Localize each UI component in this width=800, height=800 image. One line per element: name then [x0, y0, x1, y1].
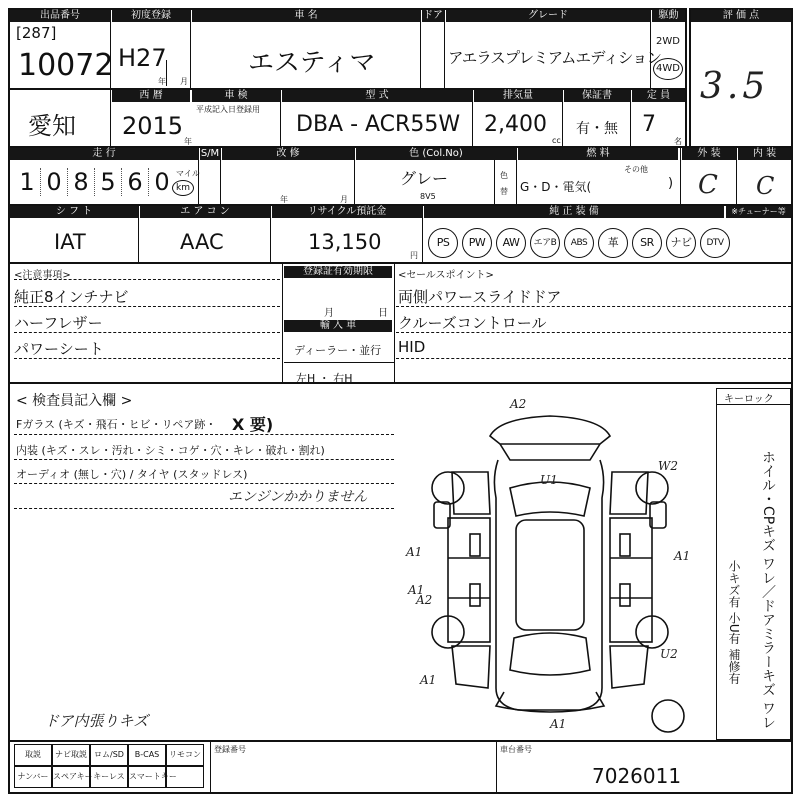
diagram-mark-5: A1 [674, 549, 691, 563]
equip-badge: PW [462, 228, 492, 258]
fuel-other-label: その他 [624, 165, 648, 174]
color-change-bottom: 替 [500, 187, 508, 196]
color-code: 8V5 [420, 192, 436, 201]
first-reg-era: H27 [118, 44, 167, 72]
capacity-header: 定 員 [632, 90, 685, 102]
int-header: 内 装 [738, 148, 791, 160]
mileage-digit: 0 [154, 168, 170, 196]
lot-no-header: 出品番号 [10, 10, 110, 22]
equip-badge: AW [496, 228, 526, 258]
int-grade: C [756, 172, 775, 200]
equip-extra-header: ※チューナー等 [726, 206, 791, 218]
warranty: 有・無 [576, 121, 618, 137]
mileage-digit: 8 [68, 168, 95, 196]
diagram-mark-1: A2 [510, 397, 527, 411]
grade-header: グレード [446, 10, 650, 22]
mileage-digit: 6 [122, 168, 149, 196]
import-handle: 左H ・ 右H [296, 372, 353, 385]
right-column-sub: 小キズ有 小U有 補修有 [727, 560, 741, 685]
accessory-cell: ナンバー [14, 766, 52, 788]
accessory-cell: スマートキー [128, 766, 166, 788]
shift-header: シ フ ト [10, 206, 138, 218]
year-unit: 年 [158, 77, 166, 86]
year-unit-2: 年 [184, 137, 192, 146]
shaken-note: 平成記入日登録用 [196, 105, 260, 114]
equip-badge: DTV [700, 228, 730, 258]
mileage-header: 走 行 [10, 148, 198, 160]
diagram-mark-6: A1 [408, 583, 425, 597]
car-name-header: 車 名 [192, 10, 420, 22]
color-header: 色 (Col.No) [356, 148, 516, 160]
caution-note-2: ハーフレザー [14, 314, 103, 332]
caution-header: <注意事項> [14, 270, 71, 281]
right-column-text: ホイル・CPキズ ワレ／ドアミラーキズ ワレ [760, 450, 776, 730]
accessory-cell: リモコン [166, 744, 204, 766]
handwritten-note-2: ドア内張りキズ [44, 712, 149, 730]
sales-point-1: 両側パワースライドドア [398, 288, 562, 306]
equip-badge: SR [632, 228, 662, 258]
equip-badge: 革 [598, 228, 628, 258]
equip-badge: ABS [564, 228, 594, 258]
mod-month-unit: 月 [340, 195, 348, 204]
shift: IAT [54, 230, 86, 254]
drive-2wd: 2WD [656, 36, 680, 47]
year: 2015 [122, 112, 184, 140]
warranty-header: 保証書 [564, 90, 630, 102]
model: DBA - ACR55W [296, 112, 461, 137]
displacement: 2,400 [484, 112, 547, 137]
car-name: エスティマ [248, 48, 376, 78]
keylock-label: キーロック [724, 394, 774, 405]
diagram-mark-3: W2 [658, 459, 678, 473]
mileage-digits [14, 168, 175, 196]
mod-year-unit: 年 [280, 195, 288, 204]
color-name: グレー [400, 169, 449, 188]
mileage-digit: 1 [14, 168, 41, 196]
import-header: 輸 入 車 [284, 320, 392, 332]
drive-header: 駆動 [652, 10, 685, 22]
reg-no-label: 登録番号 [214, 745, 246, 754]
handwritten-note-1: エンジンかかりません [228, 489, 368, 505]
chassis-label: 車台番号 [500, 745, 532, 754]
mileage-unit-mile: マイル [176, 169, 200, 178]
ext-header: 外 装 [682, 148, 736, 160]
reg-day-label: 日 [378, 308, 388, 319]
reg-expiry-header: 登録証有効期限 [284, 266, 392, 278]
diagram-mark-7: A2 [416, 593, 433, 607]
grade: アエラスプレミアムエディション [448, 49, 662, 67]
mod-header: 改 修 [222, 148, 354, 160]
color-change-top: 色 [500, 171, 508, 180]
displacement-header: 排気量 [474, 90, 562, 102]
equip-badge: PS [428, 228, 458, 258]
inspector-line-1: Fガラス (キズ・飛石・ヒビ・リペア跡・ [16, 418, 217, 431]
equip-badge: ナビ [666, 228, 696, 258]
import-dealer: ディーラー・並行 [294, 344, 382, 357]
ext-grade: C [698, 170, 718, 200]
aircon: AAC [180, 230, 224, 254]
caution-note-3: パワーシート [14, 340, 104, 358]
score-header: 評 価 点 [691, 10, 791, 22]
sales-point-2: クルーズコントロール [398, 314, 547, 332]
aircon-header: エ ア コ ン [140, 206, 270, 218]
shaken-header: 車 検 [192, 90, 280, 102]
diagram-mark-10: A1 [550, 717, 567, 731]
inspector-line-2: 内装 (キズ・スレ・汚れ・シミ・コゲ・穴・キレ・破れ・割れ) [16, 444, 325, 457]
mileage-unit-km: km [172, 180, 194, 196]
diagram-mark-2: U1 [540, 473, 558, 487]
diagram-mark-8: U2 [660, 647, 678, 661]
mileage-digit: 5 [95, 168, 122, 196]
first-reg-header: 初度登録 [112, 10, 190, 22]
accessory-cell: スペアキー [52, 766, 90, 788]
inspector-line-3: オーディオ (無し・穴) / タイヤ (スタッドレス) [16, 468, 248, 481]
inspector-header: < 検査員記入欄 > [16, 393, 133, 409]
caution-note-1: 純正8インチナビ [14, 288, 129, 306]
fuel-close: ) [668, 176, 674, 191]
chassis-number: 7026011 [592, 764, 682, 788]
capacity: 7 [642, 112, 656, 137]
accessory-cell: B-CAS [128, 744, 166, 766]
model-header: 型 式 [282, 90, 472, 102]
fuel-header: 燃 料 [518, 148, 678, 160]
recycle-header: リサイクル預託金 [272, 206, 422, 218]
lot-prefix: [287] [16, 24, 57, 42]
accessory-cell: ロム/SD [90, 744, 128, 766]
accessory-cell: ナビ取説 [52, 744, 90, 766]
recycle: 13,150 [308, 230, 382, 254]
inspector-mark: X 要) [232, 415, 274, 434]
region: 愛知 [28, 112, 76, 140]
mileage-digit: 0 [41, 168, 68, 196]
diagram-mark-4: A1 [406, 545, 423, 559]
recycle-unit: 円 [410, 251, 418, 260]
month-unit: 月 [180, 77, 188, 86]
sales-point-3: HID [398, 338, 426, 356]
sm-header: S/M [200, 148, 220, 159]
accessory-cell: 取説 [14, 744, 52, 766]
equip-header: 純 正 装 備 [424, 206, 724, 218]
fuel-options: G・D・電気( [520, 180, 592, 194]
score-value: 3.5 [700, 66, 770, 107]
equip-badge: エアB [530, 228, 560, 258]
accessory-cell: キーレス [90, 766, 128, 788]
lot-number: 10072 [18, 48, 114, 83]
drive-4wd-circled: 4WD [653, 58, 683, 80]
year-header: 西 暦 [112, 90, 190, 102]
cc-unit: cc [552, 136, 561, 145]
door-header: ドア [423, 10, 443, 21]
capacity-unit: 名 [674, 137, 682, 146]
reg-month-label: 月 [324, 308, 334, 319]
accessory-cell [166, 766, 204, 788]
sales-point-header: <セールスポイント> [398, 270, 494, 281]
car-diagram [400, 388, 716, 738]
diagram-mark-9: A1 [420, 673, 437, 687]
